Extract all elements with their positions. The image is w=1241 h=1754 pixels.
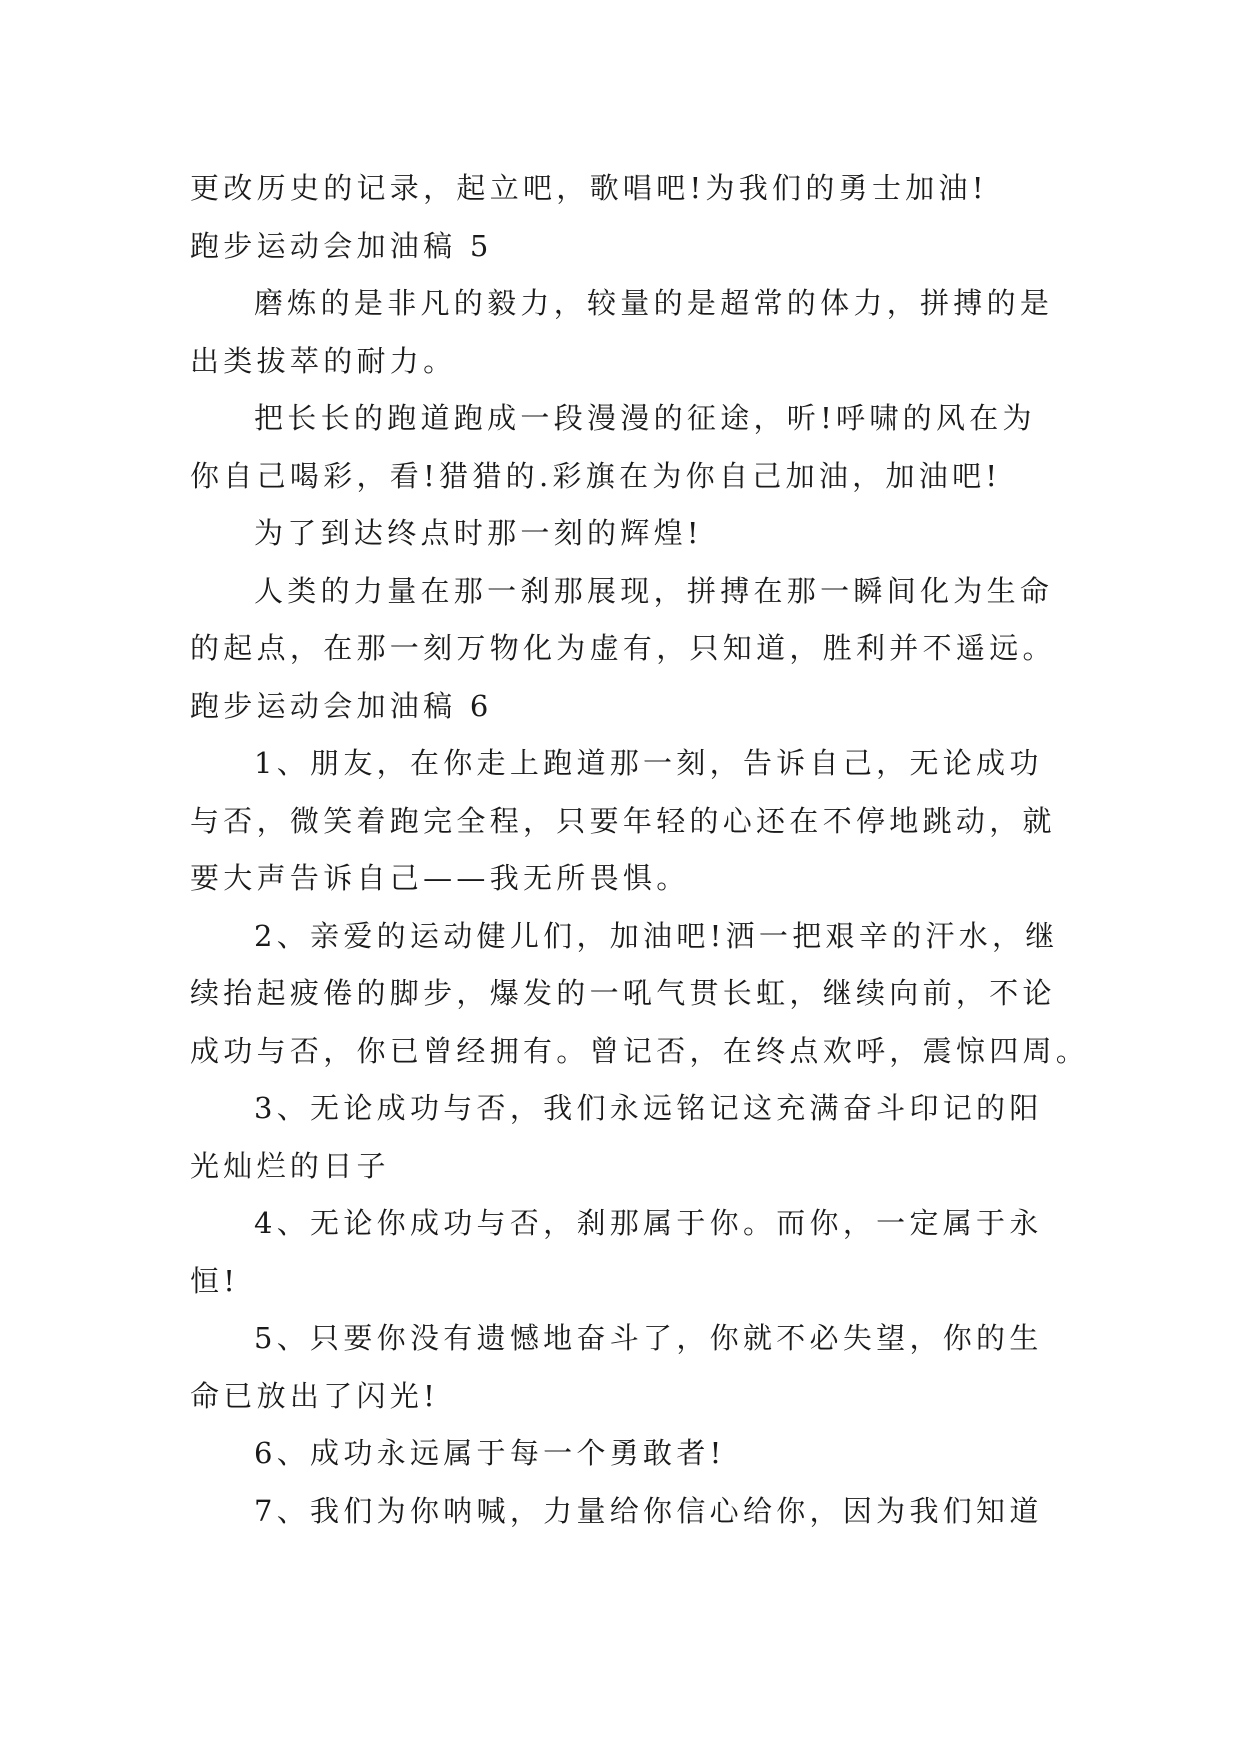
text-line: 为了到达终点时那一刻的辉煌! xyxy=(254,516,703,550)
text-line: 与否，微笑着跑完全程，只要年轻的心还在不停地跳动，就 xyxy=(190,803,1056,838)
text-line: 命已放出了闪光! xyxy=(190,1378,440,1413)
text-line: 5、只要你没有遗憾地奋斗了，你就不必失望，你的生 xyxy=(254,1321,1043,1355)
text-line: 3、无论成功与否，我们永远铭记这充满奋斗印记的阳 xyxy=(254,1091,1043,1125)
text-line: 你自己喝彩，看!猎猎的.彩旗在为你自己加油，加油吧! xyxy=(190,458,1002,493)
text-line: 人类的力量在那一刹那展现，拼搏在那一瞬间化为生命 xyxy=(254,573,1054,608)
text-line: 1、朋友，在你走上跑道那一刻，告诉自己，无论成功 xyxy=(254,746,1043,780)
text-line: 2、亲爱的运动健儿们，加油吧!洒一把艰辛的汗水，继 xyxy=(254,918,1059,953)
text-line: 出类拔萃的耐力。 xyxy=(190,343,457,378)
text-line: 的起点，在那一刻万物化为虚有，只知道，胜利并不遥远。 xyxy=(190,631,1056,665)
text-line: 把长长的跑道跑成一段漫漫的征途，听!呼啸的风在为 xyxy=(254,401,1036,435)
text-line: 续抬起疲倦的脚步，爆发的一吼气贯长虹，继续向前，不论 xyxy=(190,976,1056,1010)
text-line: 7、我们为你呐喊，力量给你信心给你，因为我们知道 xyxy=(254,1493,1043,1528)
text-line: 要大声告诉自己——我无所畏惧。 xyxy=(190,861,690,895)
text-line: 跑步运动会加油稿 5 xyxy=(190,228,493,263)
text-line: 跑步运动会加油稿 6 xyxy=(190,688,493,723)
text-line: 光灿烂的日子 xyxy=(190,1148,390,1183)
text-line: 成功与否，你已曾经拥有。曾记否，在终点欢呼，震惊四周。 xyxy=(190,1033,1090,1068)
document-body xyxy=(190,160,1090,1540)
text-line: 更改历史的记录，起立吧，歌唱吧!为我们的勇士加油! xyxy=(190,171,988,205)
text-line: 磨炼的是非凡的毅力，较量的是超常的体力，拼搏的是 xyxy=(254,286,1054,320)
text-line: 4、无论你成功与否，刹那属于你。而你，一定属于永 xyxy=(254,1206,1043,1240)
text-line: 恒! xyxy=(190,1263,240,1298)
text-line: 6、成功永远属于每一个勇敢者! xyxy=(254,1436,726,1470)
